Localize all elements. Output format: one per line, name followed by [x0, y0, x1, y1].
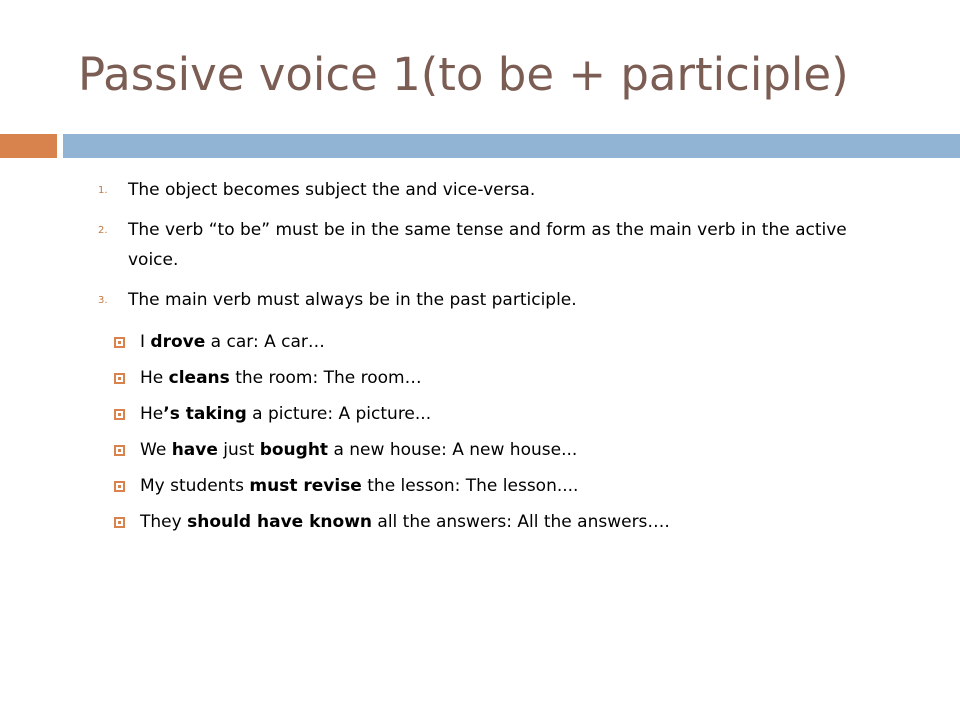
rule-item	[98, 175, 878, 205]
rule-item	[98, 215, 878, 275]
example-text: He cleans the room: The room…	[140, 368, 422, 388]
example-item	[112, 324, 892, 360]
example-item	[112, 504, 892, 540]
square-bullet-icon	[114, 373, 125, 384]
square-bullet-icon	[114, 409, 125, 420]
example-text: They should have known all the answers: All the answers….	[140, 512, 670, 532]
example-verb: have	[171, 440, 218, 460]
rule-text: The main verb must always be in the past participle.	[128, 290, 577, 310]
example-item	[112, 396, 892, 432]
example-verb: must revise	[249, 476, 362, 496]
rule-number: 1.	[98, 185, 108, 196]
rule-number: 2.	[98, 225, 108, 236]
title-accent-bar	[0, 134, 57, 158]
rule-number: 3.	[98, 295, 108, 306]
title-divider-bar	[63, 134, 960, 158]
square-bullet-icon	[114, 445, 125, 456]
example-text: He’s taking a picture: A picture...	[140, 404, 432, 424]
example-verb: cleans	[168, 368, 230, 388]
rule-text: The object becomes subject the and vice-versa.	[128, 180, 536, 200]
square-bullet-icon	[114, 517, 125, 528]
slide-title: Passive voice 1(to be + participle)	[78, 48, 849, 101]
example-item	[112, 432, 892, 468]
example-verb: drove	[150, 332, 206, 352]
example-item	[112, 360, 892, 396]
example-item	[112, 468, 892, 504]
square-bullet-icon	[114, 337, 125, 348]
example-text: I drove a car: A car…	[140, 332, 325, 352]
example-verb: ’s taking	[163, 404, 247, 424]
rule-item	[98, 285, 878, 315]
example-text: We have just bought a new house: A new house...	[140, 440, 578, 460]
examples-list	[112, 324, 892, 540]
example-text: My students must revise the lesson: The lesson....	[140, 476, 579, 496]
example-verb: bought	[259, 440, 329, 460]
example-verb: should have known	[187, 512, 373, 532]
rule-text: The verb “to be” must be in the same tense and form as the main verb in the active voice.	[128, 220, 847, 270]
rules-list	[98, 175, 878, 325]
square-bullet-icon	[114, 481, 125, 492]
